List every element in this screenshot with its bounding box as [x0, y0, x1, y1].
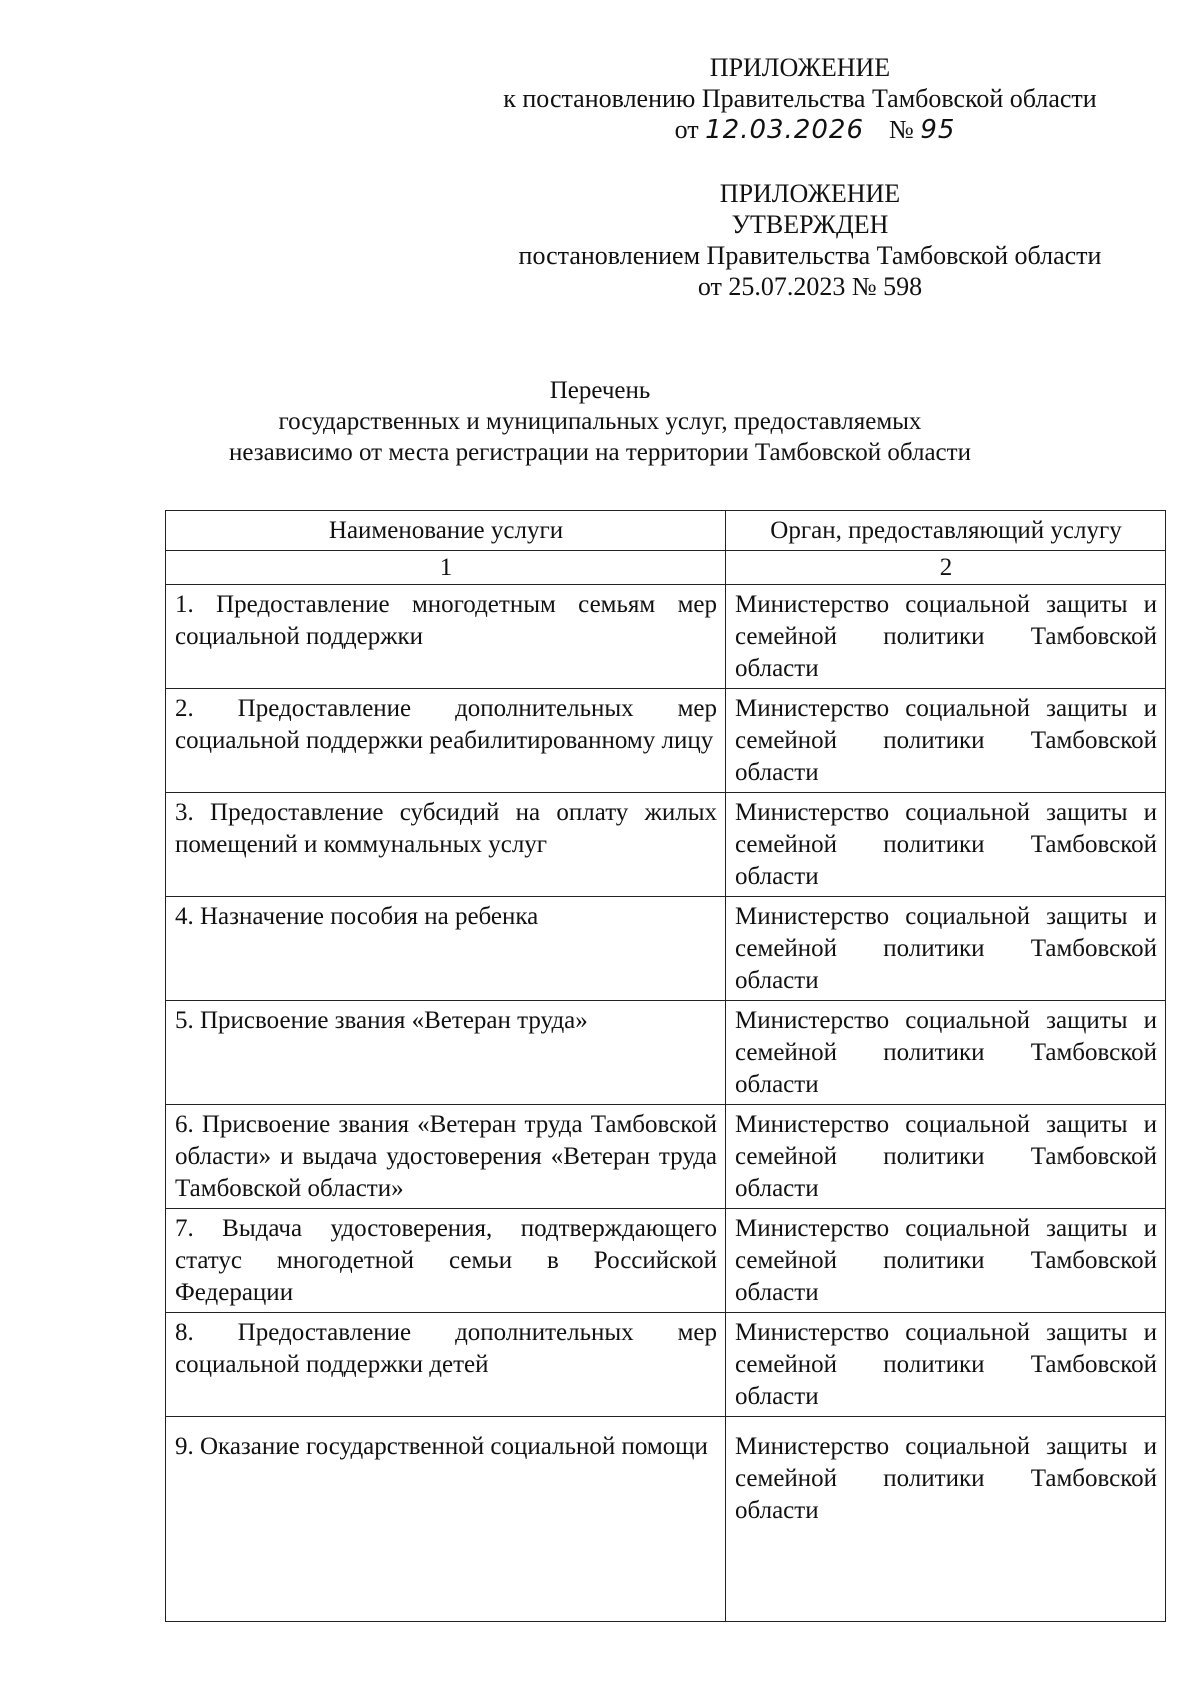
authority-cell: Министерство социальной защиты и семейной политики Тамбовской области — [726, 1105, 1166, 1209]
service-cell: 1. Предоставление многодетным семьям мер социальной поддержки — [166, 585, 726, 689]
table-row — [166, 1001, 1166, 1105]
handwritten-date: 12.03.2026 — [705, 115, 864, 145]
services-table — [165, 510, 1166, 1622]
table-row — [166, 793, 1166, 897]
table-row — [166, 1417, 1166, 1622]
column-number-row — [166, 551, 1166, 585]
authority-cell: Министерство социальной защиты и семейной политики Тамбовской области — [726, 585, 1166, 689]
approved-label: УТВЕРЖДЕН — [731, 210, 889, 239]
approval-block — [490, 178, 1130, 302]
approved-by-resolution: постановлением Правительства Тамбовской области — [518, 241, 1102, 270]
header-service-name: Наименование услуги — [166, 511, 726, 551]
table-row — [166, 897, 1166, 1001]
title-line-3: независимо от места регистрации на территории Тамбовской области — [229, 439, 971, 466]
authority-cell: Министерство социальной защиты и семейной политики Тамбовской области — [726, 689, 1166, 793]
authority-cell: Министерство социальной защиты и семейной политики Тамбовской области — [726, 1313, 1166, 1417]
authority-cell: Министерство социальной защиты и семейной политики Тамбовской области — [726, 1001, 1166, 1105]
service-cell: 8. Предоставление дополнительных мер социальной поддержки детей — [166, 1313, 726, 1417]
service-cell: 3. Предоставление субсидий на оплату жилых помещений и коммунальных услуг — [166, 793, 726, 897]
date-prefix: от — [674, 115, 699, 144]
service-cell: 2. Предоставление дополнительных мер социальной поддержки реабилитированному лицу — [166, 689, 726, 793]
list-title — [0, 375, 1200, 468]
service-cell: 4. Назначение пособия на ребенка — [166, 897, 726, 1001]
service-cell: 7. Выдача удостоверения, подтверждающего статус многодетной семьи в Российской Федерации — [166, 1209, 726, 1313]
appendix-header — [480, 52, 1120, 146]
table-row — [166, 1313, 1166, 1417]
authority-cell: Министерство социальной защиты и семейной политики Тамбовской области — [726, 897, 1166, 1001]
table-row — [166, 1105, 1166, 1209]
table-header-row — [166, 511, 1166, 551]
authority-cell: Министерство социальной защиты и семейной политики Тамбовской области — [726, 793, 1166, 897]
title-line-1: Перечень — [549, 377, 651, 404]
appendix-to-resolution: к постановлению Правительства Тамбовской области — [503, 84, 1097, 113]
service-cell: 6. Присвоение звания «Ветеран труда Тамбовской области» и выдача удостоверения «Ветеран труда Тамбовской области» — [166, 1105, 726, 1209]
column-number-1: 1 — [166, 551, 726, 585]
column-number-2: 2 — [726, 551, 1166, 585]
resolution-date-number — [480, 114, 1120, 146]
number-prefix: № — [889, 115, 914, 144]
service-cell: 9. Оказание государственной социальной помощи — [166, 1417, 726, 1622]
table-row — [166, 585, 1166, 689]
table-row — [166, 689, 1166, 793]
authority-cell: Министерство социальной защиты и семейной политики Тамбовской области — [726, 1417, 1166, 1622]
table-row — [166, 1209, 1166, 1313]
appendix-label: ПРИЛОЖЕНИЕ — [709, 53, 891, 82]
header-authority: Орган, предоставляющий услугу — [726, 511, 1166, 551]
authority-cell: Министерство социальной защиты и семейной политики Тамбовской области — [726, 1209, 1166, 1313]
approval-appendix-label: ПРИЛОЖЕНИЕ — [719, 179, 901, 208]
title-line-2: государственных и муниципальных услуг, предоставляемых — [278, 408, 922, 435]
approval-date-number: от 25.07.2023 № 598 — [697, 272, 923, 301]
handwritten-number: 95 — [920, 115, 956, 145]
service-cell: 5. Присвоение звания «Ветеран труда» — [166, 1001, 726, 1105]
